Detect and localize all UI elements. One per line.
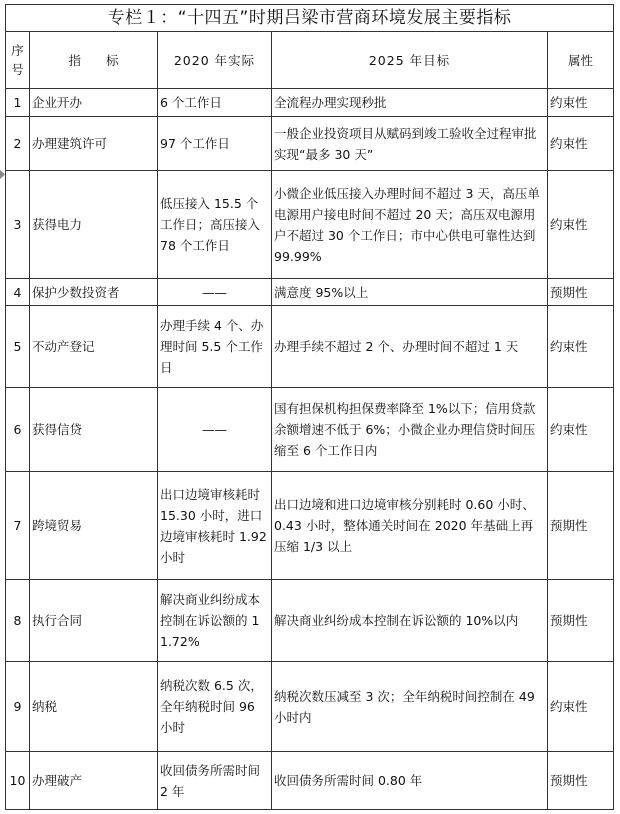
row-actual: 办理手续 4 个、办理时间 5.5 个工作日: [158, 306, 272, 388]
row-num: 2: [6, 117, 30, 171]
row-indicator: 企业开办: [30, 89, 158, 117]
row-attribute: 约束性: [548, 662, 614, 752]
row-target: 纳税次数压减至 3 次；全年纳税时间控制在 49 小时内: [272, 662, 548, 752]
row-target: 满意度 95%以上: [272, 279, 548, 306]
row-attribute: 约束性: [548, 117, 614, 171]
row-attribute: 约束性: [548, 89, 614, 117]
row-actual: 纳税次数 6.5 次，全年纳税时间 96 小时: [158, 662, 272, 752]
table-title: 专栏１：“十四五”时期吕梁市营商环境发展主要指标: [6, 5, 614, 32]
row-attribute: 约束性: [548, 388, 614, 472]
row-indicator: 纳税: [30, 662, 158, 752]
indicator-table-page: [5, 4, 613, 810]
row-attribute: 预期性: [548, 752, 614, 810]
row-attribute: 约束性: [548, 171, 614, 279]
row-attribute: 预期性: [548, 580, 614, 662]
row-actual: 解决商业纠纷成本控制在诉讼额的 11.72%: [158, 580, 272, 662]
row-num: 9: [6, 662, 30, 752]
row-target: 解决商业纠纷成本控制在诉讼额的 10%以内: [272, 580, 548, 662]
row-actual: 收回债务所需时间 2 年: [158, 752, 272, 810]
row-target: 国有担保机构担保费率降至 1%以下；信用贷款余额增速不低于 6%；小微企业办理信贷时间压缩至 6 个工作日内: [272, 388, 548, 472]
row-indicator: 办理破产: [30, 752, 158, 810]
row-indicator: 执行合同: [30, 580, 158, 662]
row-actual: ——: [158, 279, 272, 306]
row-indicator: 获得信贷: [30, 388, 158, 472]
table-row: [6, 752, 614, 810]
header-num: 序号: [6, 32, 30, 89]
table-row: [6, 306, 614, 388]
row-attribute: 预期性: [548, 279, 614, 306]
row-target: 收回债务所需时间 0.80 年: [272, 752, 548, 810]
indicator-table: [5, 4, 614, 810]
row-indicator: 办理建筑许可: [30, 117, 158, 171]
row-num: 10: [6, 752, 30, 810]
row-num: 5: [6, 306, 30, 388]
title-row: [6, 5, 614, 32]
row-target: 全流程办理实现秒批: [272, 89, 548, 117]
row-target: 出口边境和进口边境审核分别耗时 0.60 小时、0.43 小时，整体通关时间在 2020 年基础上再压缩 1/3 以上: [272, 472, 548, 580]
header-actual-2020: 2020 年实际: [158, 32, 272, 89]
row-actual: 低压接入 15.5 个工作日；高压接入 78 个工作日: [158, 171, 272, 279]
row-target: 办理手续不超过 2 个、办理时间不超过 1 天: [272, 306, 548, 388]
row-num: 3: [6, 171, 30, 279]
row-num: 1: [6, 89, 30, 117]
row-num: 8: [6, 580, 30, 662]
row-indicator: 不动产登记: [30, 306, 158, 388]
row-indicator: 跨境贸易: [30, 472, 158, 580]
row-attribute: 预期性: [548, 472, 614, 580]
row-indicator: 保护少数投资者: [30, 279, 158, 306]
row-target: 一般企业投资项目从赋码到竣工验收全过程审批实现“最多 30 天”: [272, 117, 548, 171]
row-num: 7: [6, 472, 30, 580]
row-actual: 出口边境审核耗时 15.30 小时，进口边境审核耗时 1.92 小时: [158, 472, 272, 580]
header-target-2025: 2025 年目标: [272, 32, 548, 89]
table-row: [6, 388, 614, 472]
table-row: [6, 279, 614, 306]
margin-marker-icon: [0, 170, 5, 179]
row-actual: ——: [158, 388, 272, 472]
row-num: 4: [6, 279, 30, 306]
row-num: 6: [6, 388, 30, 472]
header-row: [6, 32, 614, 89]
table-row: [6, 662, 614, 752]
table-row: [6, 472, 614, 580]
table-row: [6, 171, 614, 279]
row-actual: 6 个工作日: [158, 89, 272, 117]
row-actual: 97 个工作日: [158, 117, 272, 171]
header-indicator: 指 标: [30, 32, 158, 89]
row-indicator: 获得电力: [30, 171, 158, 279]
row-attribute: 约束性: [548, 306, 614, 388]
row-target: 小微企业低压接入办理时间不超过 3 天，高压单电源用户接电时间不超过 20 天；高压双电源用户不超过 30 个工作日；市中心供电可靠性达到 99.99%: [272, 171, 548, 279]
table-row: [6, 117, 614, 171]
table-row: [6, 89, 614, 117]
table-row: [6, 580, 614, 662]
header-attribute: 属性: [548, 32, 614, 89]
